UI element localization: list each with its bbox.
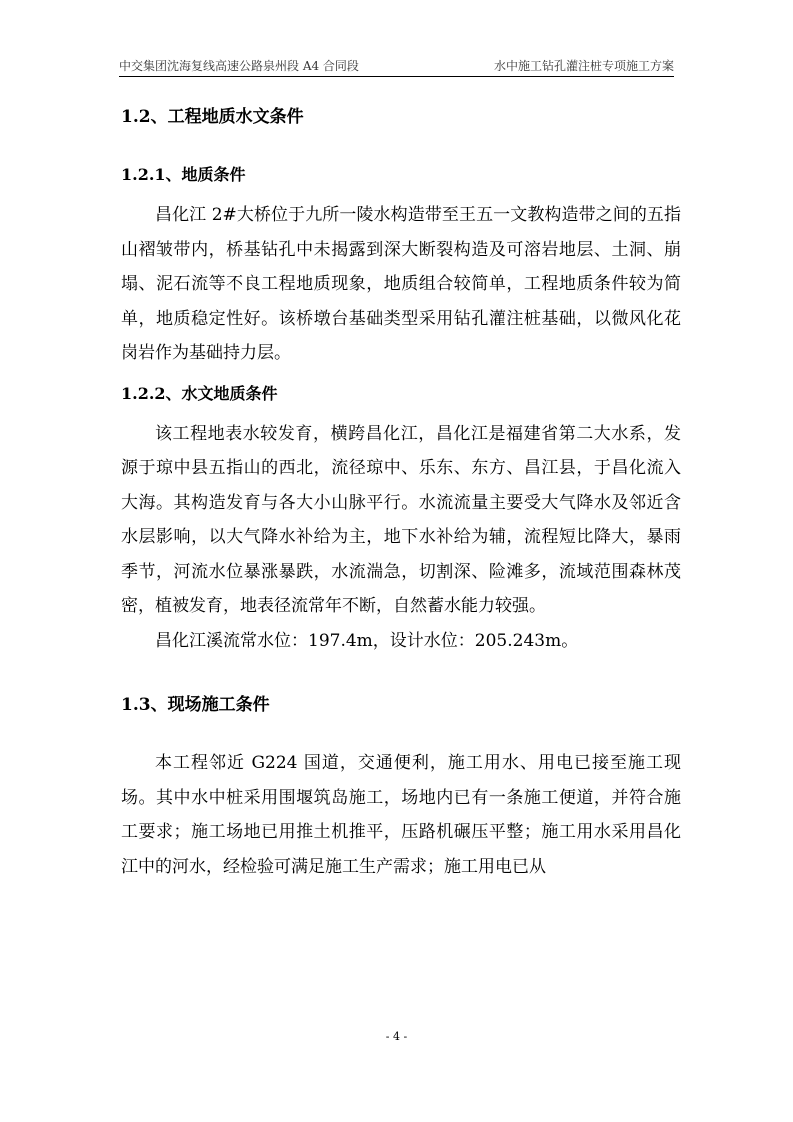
header-right-text: 水中施工钻孔灌注桩专项施工方案: [493, 59, 674, 73]
paragraph-geology: 昌化江 2#大桥位于九所一陵水构造带至王五一文教构造带之间的五指山褶皱带内，桥基钻孔中未揭露到深大断裂构造及可溶岩地层、土洞、崩塌、泥石流等不良工程地质现象，地质组合较简单，工程地质条件较为简单，地质稳定性好。该桥墩台基础类型采用钻孔灌注桩基础，以微风化花岗岩作为基础持力层。: [121, 205, 681, 363]
page-number: - 4 -: [385, 1030, 408, 1043]
header-divider: [119, 76, 674, 77]
section-title-1-3: 1.3、现场施工条件: [121, 695, 270, 715]
paragraph-hydrology: 该工程地表水较发育，横跨昌化江，昌化江是福建省第二大水系，发源于琼中县五指山的西北，流径琼中、乐东、东方、昌江县，于昌化流入大海。其构造发育与各大小山脉平行。水流流量主要受大气降水及邻近含水层影响，以大气降水补给为主，地下水补给为辅，流程短比降大，暴雨季节，河流水位暴涨暴跌，水流湍急，切割深、险滩多，流域范围森林茂密，植被发育，地表径流常年不断，自然蓄水能力较强。: [121, 423, 681, 616]
section-title-1-2: 1.2、工程地质水文条件: [121, 107, 304, 127]
document-body: [121, 100, 681, 884]
page-header: [119, 56, 674, 74]
paragraph-water-level: 昌化江溪流常水位：197.4m，设计水位：205.243m。: [155, 630, 579, 651]
section-title-1-2-2: 1.2.2、水文地质条件: [121, 383, 278, 403]
paragraph-site-conditions: 本工程邻近 G224 国道，交通便利，施工用水、用电已接至施工现场。其中水中桩采用围堰筑岛施工，场地内已有一条施工便道，并符合施工要求；施工场地已用推土机推平，压路机碾压平整；施工用水采用昌化江中的河水，经检验可满足施工生产需求；施工用电已从: [121, 753, 681, 877]
header-left-text: 中交集团沈海复线高速公路泉州段 A4 合同段: [119, 59, 359, 73]
section-title-1-2-1: 1.2.1、地质条件: [121, 165, 246, 184]
